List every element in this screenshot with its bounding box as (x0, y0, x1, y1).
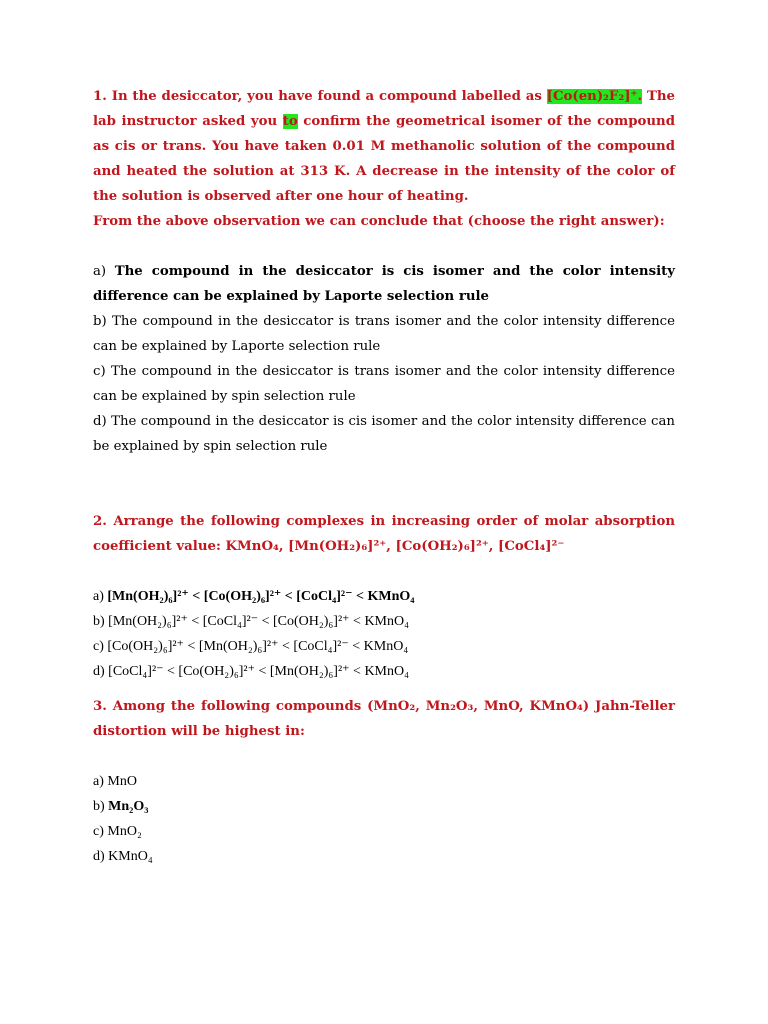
question-3-text: 3. Among the following compounds (MnO₂, Mn₂O₃, MnO, KMnO₄) Jahn-Teller distortion will be highest in: (93, 699, 675, 739)
document-page (93, 84, 675, 869)
question-2-option-c[interactable]: c) [Co(OH₂)₆]²⁺ < [Mn(OH₂)₆]²⁺ < [CoCl₄]²⁻ < KMnO₄ (93, 639, 409, 654)
question-3-option-b[interactable]: b) Mn₂O₃ (93, 799, 149, 814)
question-1-compound-highlight: [Co(en)₂F₂]⁺. (546, 89, 643, 104)
question-1-part3: confirm the geometrical isomer of the compound as cis or trans. You have taken 0.01 M methanolic solution of the compound and heated the solution at 313 K. A decrease in the intensity of the color of the solution is observed after one hour of heating. (93, 114, 675, 204)
question-1-word-highlight: to (282, 114, 298, 129)
question-3-option-d[interactable]: d) KMnO₄ (93, 849, 153, 864)
question-2 (93, 509, 675, 684)
option-text-bold: The compound in the desiccator is cis isomer and the color intensity difference can be explained by Laporte selection rule (93, 264, 675, 304)
question-2-option-b[interactable]: b) [Mn(OH₂)₆]²⁺ < [CoCl₄]²⁻ < [Co(OH₂)₆]²⁺ < KMnO₄ (93, 614, 409, 629)
question-2-option-a[interactable]: a) [Mn(OH₂)₆]²⁺ < [Co(OH₂)₆]²⁺ < [CoCl₄]²⁻ < KMnO₄ (93, 589, 415, 604)
question-1-part1: In the desiccator, you have found a compound labelled as (111, 89, 547, 104)
question-3-option-c[interactable]: c) MnO₂ (93, 824, 142, 839)
option-text: The compound in the desiccator is cis isomer and the color intensity difference can be explained by spin selection rule (93, 414, 675, 454)
question-1-text (93, 84, 675, 209)
question-1-option-c[interactable]: c) The compound in the desiccator is trans isomer and the color intensity difference can be explained by spin selection rule (93, 364, 675, 404)
option-text: The compound in the desiccator is trans isomer and the color intensity difference can be explained by Laporte selection rule (93, 314, 675, 354)
question-1-option-a[interactable]: a) The compound in the desiccator is cis isomer and the color intensity difference can be explained by Laporte selection rule (93, 264, 675, 304)
question-1-part2: The lab instructor asked you (93, 89, 675, 129)
question-2-options (93, 584, 675, 684)
question-1-number: 1. (93, 89, 107, 104)
question-1 (93, 84, 675, 459)
question-2-option-d[interactable]: d) [CoCl₄]²⁻ < [Co(OH₂)₆]²⁺ < [Mn(OH₂)₆]²⁺ < KMnO₄ (93, 664, 409, 679)
option-text: The compound in the desiccator is trans isomer and the color intensity difference can be explained by spin selection rule (93, 364, 675, 404)
question-1-instruction: From the above observation we can conclude that (choose the right answer): (93, 214, 665, 229)
question-2-text: 2. Arrange the following complexes in increasing order of molar absorption coefficient value: KMnO₄, [Mn(OH₂)₆]²⁺, [Co(OH₂)₆]²⁺, [CoCl₄]²⁻ (93, 514, 675, 554)
question-1-option-b[interactable]: b) The compound in the desiccator is trans isomer and the color intensity difference can be explained by Laporte selection rule (93, 314, 675, 354)
question-3-option-a[interactable]: a) MnO (93, 774, 137, 789)
question-3 (93, 694, 675, 869)
question-3-options (93, 769, 675, 869)
question-1-options (93, 259, 675, 459)
question-1-option-d[interactable]: d) The compound in the desiccator is cis isomer and the color intensity difference can be explained by spin selection rule (93, 414, 675, 454)
